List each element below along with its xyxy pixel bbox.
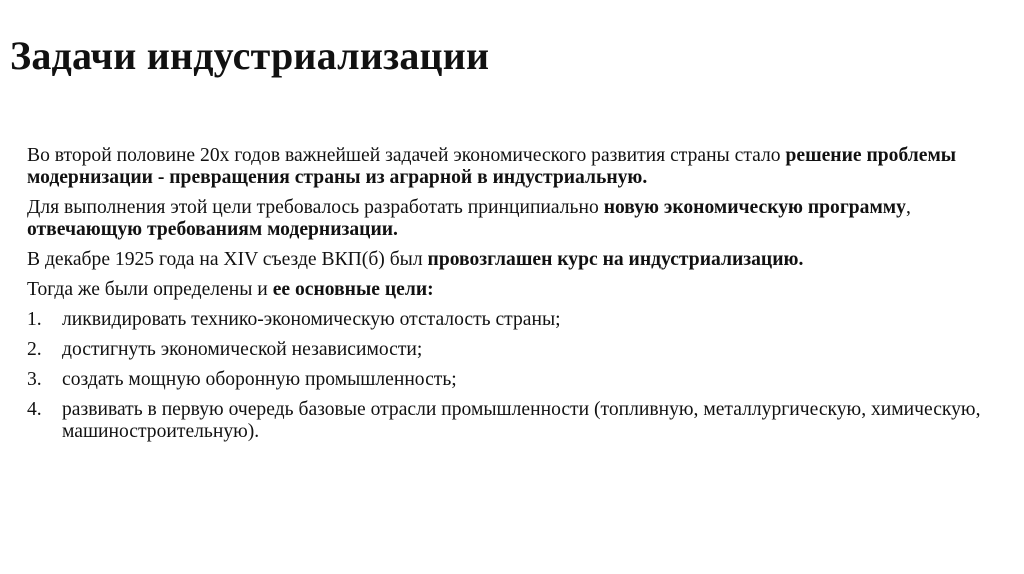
- paragraph-text: Для выполнения этой цели требовалось разработать принципиально: [27, 197, 604, 218]
- list-item: [27, 339, 1002, 361]
- paragraph-bold-text: отвечающую требованиям модернизации.: [27, 219, 398, 240]
- paragraph-goals-intro: [27, 279, 1002, 301]
- list-item-text: достигнуть экономической независимости;: [62, 339, 423, 360]
- list-item-text: создать мощную оборонную промышленность;: [62, 369, 457, 390]
- list-item-text: ликвидировать технико-экономическую отсталость страны;: [62, 309, 561, 330]
- paragraph-text: Тогда же были определены и: [27, 279, 273, 300]
- list-item: [27, 369, 1002, 391]
- paragraph-bold-text: новую экономическую программу: [603, 197, 906, 218]
- paragraph-text: В декабре 1925 года на XIV съезде ВКП(б) был: [27, 249, 428, 270]
- paragraph-congress: [27, 249, 1002, 271]
- list-item-number: 1.: [27, 309, 42, 330]
- list-item-number: 2.: [27, 339, 42, 360]
- list-item: [27, 399, 1002, 443]
- list-item-text: развивать в первую очередь базовые отрасли промышленности (топливную, металлургическую, химическую, машиностроительную).: [62, 399, 981, 442]
- paragraph-bold-text: провозглашен курс на индустриализацию.: [427, 249, 804, 270]
- paragraph-text: ,: [905, 197, 911, 218]
- paragraph-text: Во второй половине 20х годов важнейшей задачей экономического развития страны стало: [27, 145, 786, 166]
- slide-body: [27, 145, 1002, 451]
- slide-title: Задачи индустриализации: [10, 33, 490, 78]
- list-item: [27, 309, 1002, 331]
- list-item-number: 3.: [27, 369, 42, 390]
- paragraph-bold-text: решение проблемы модернизации - превращения страны из аграрной в индустриальную.: [27, 145, 957, 188]
- paragraph-program: [27, 197, 1002, 241]
- paragraph-bold-text: ее основные цели:: [272, 279, 434, 300]
- list-item-number: 4.: [27, 399, 42, 420]
- paragraph-modernization: [27, 145, 1002, 189]
